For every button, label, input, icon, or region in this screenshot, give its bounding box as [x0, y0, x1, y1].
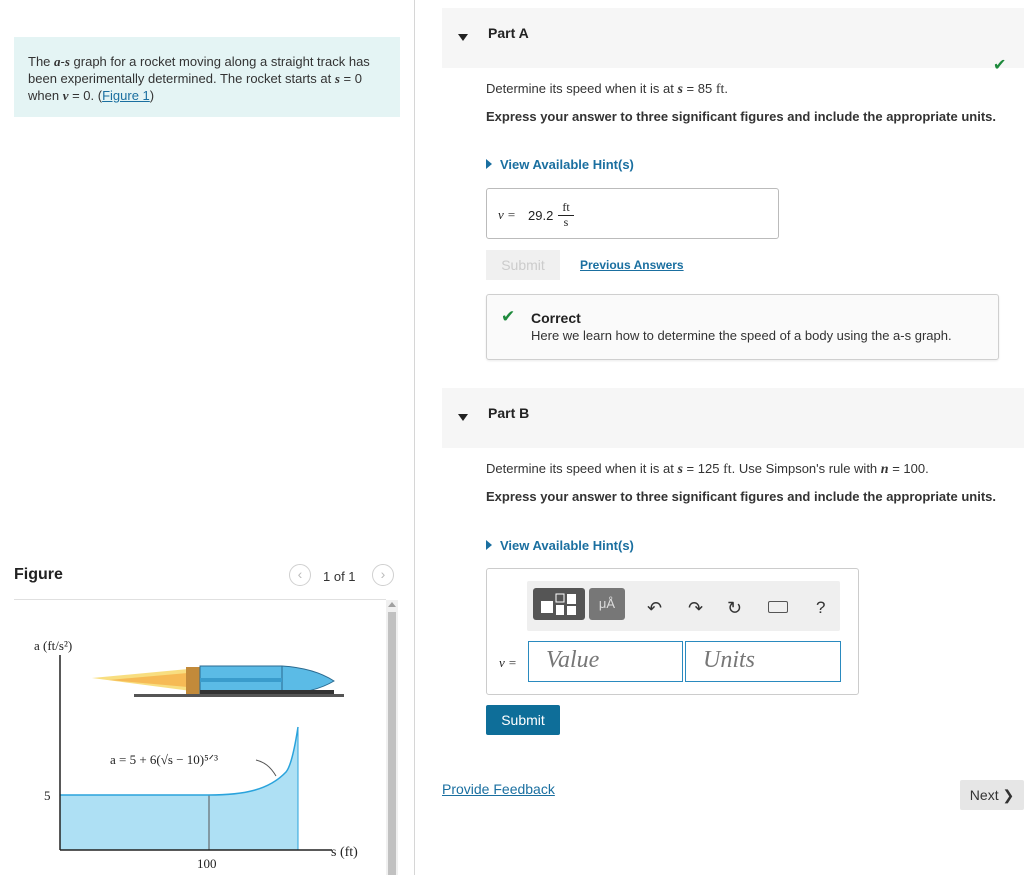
figure-title: Figure	[14, 566, 63, 583]
a-var: a	[54, 54, 61, 69]
math-toolbar	[527, 581, 840, 631]
part-a-header[interactable]	[442, 8, 1024, 68]
problem-text: The	[28, 54, 55, 69]
v-var: v	[62, 88, 69, 103]
answer-unit	[558, 201, 574, 229]
left-panel	[0, 0, 414, 875]
hint-label: View Available Hint(s)	[500, 157, 634, 172]
area-under-curve	[60, 727, 298, 850]
part-b-question	[486, 461, 929, 478]
n-var: n	[880, 462, 889, 477]
figure-graph	[14, 600, 386, 875]
figure-page-indicator: 1 of 1	[323, 569, 356, 584]
value-input[interactable]: Value	[528, 641, 683, 682]
problem-text: = 0. (	[68, 88, 103, 103]
redo-icon[interactable]: ↷	[688, 598, 704, 618]
caret-right-icon	[486, 540, 492, 550]
panel-divider	[414, 0, 415, 875]
answer-label: v =	[498, 207, 516, 222]
figure-header	[14, 564, 400, 586]
provide-feedback-link[interactable]: Provide Feedback	[442, 781, 555, 797]
part-a-submit-button[interactable]: Submit	[486, 250, 560, 280]
part-b-answer-box	[486, 568, 859, 695]
problem-statement	[14, 37, 400, 117]
problem-text: = 0 when	[28, 71, 362, 103]
question-text: .	[724, 81, 729, 96]
rocket-icon	[92, 666, 344, 697]
chevron-left-icon: ‹	[297, 566, 303, 582]
feedback-text: Here we learn how to determine the speed of a body using the a-s graph.	[531, 328, 952, 343]
prev-figure-button[interactable]	[289, 564, 311, 586]
answer-label: v =	[499, 655, 517, 670]
collapse-triangle-icon[interactable]	[458, 414, 468, 421]
y-tick-label: 5	[44, 788, 51, 803]
chevron-right-icon: ›	[380, 566, 386, 582]
undo-icon[interactable]: ↶	[647, 598, 663, 618]
part-a-question	[486, 81, 728, 98]
figure-link[interactable]: Figure 1	[102, 88, 150, 103]
part-b-submit-button[interactable]: Submit	[486, 705, 560, 735]
question-text: Determine its speed when it is at	[486, 461, 678, 476]
part-a-hint-toggle[interactable]	[486, 157, 634, 172]
dash: -	[60, 54, 65, 69]
question-text: = 100.	[888, 461, 929, 476]
scroll-thumb[interactable]	[388, 612, 396, 875]
scroll-up-icon[interactable]	[388, 602, 396, 607]
units-symbol-button[interactable]: μÅ	[589, 588, 625, 620]
part-b-title: Part B	[488, 405, 530, 421]
problem-text: graph for a rocket moving along a straight track has been experimentally determined. The rocket starts at	[28, 54, 370, 86]
previous-answers-link[interactable]: Previous Answers	[580, 258, 684, 272]
part-a-title: Part A	[488, 25, 529, 41]
check-icon: ✔	[501, 307, 516, 326]
curve-equation: a = 5 + 6(√s − 10)⁵ᐟ³	[110, 752, 219, 767]
next-figure-button[interactable]	[372, 564, 394, 586]
feedback-box	[486, 294, 999, 360]
keyboard-icon[interactable]	[768, 601, 788, 613]
question-text: = 85	[682, 81, 716, 96]
part-b-instructions: Express your answer to three significant figures and include the appropriate units.	[486, 489, 996, 504]
y-axis-label: a (ft/s²)	[34, 638, 73, 653]
hint-label: View Available Hint(s)	[500, 538, 634, 553]
question-unit: ft	[723, 462, 732, 477]
x-tick-label: 100	[197, 856, 217, 871]
question-unit: ft	[715, 82, 725, 97]
next-button[interactable]: Next ❯	[960, 780, 1024, 810]
question-text: = 125	[682, 461, 724, 476]
help-button[interactable]: ?	[816, 598, 826, 617]
part-b-header[interactable]	[442, 388, 1024, 448]
part-b-hint-toggle[interactable]	[486, 538, 634, 553]
question-text: . Use Simpson's rule with	[731, 461, 881, 476]
feedback-title: Correct	[531, 310, 581, 326]
unit-denominator: s	[563, 215, 569, 229]
part-a-answer-box	[486, 188, 779, 239]
templates-button[interactable]	[533, 588, 585, 620]
collapse-triangle-icon[interactable]	[458, 34, 468, 41]
unit-numerator: ft	[558, 201, 574, 216]
x-axis-label: s (ft)	[331, 845, 358, 860]
units-input[interactable]: Units	[685, 641, 841, 682]
reset-icon[interactable]: ↻	[727, 598, 743, 618]
problem-text: )	[149, 88, 155, 103]
check-icon: ✔	[993, 57, 1007, 74]
figure-scrollbar[interactable]	[386, 600, 398, 875]
answer-value: 29.2	[528, 208, 554, 223]
s-var: s	[677, 82, 683, 97]
caret-right-icon	[486, 159, 492, 169]
equation-leader	[256, 760, 276, 776]
part-a-instructions: Express your answer to three significant figures and include the appropriate units.	[486, 109, 996, 124]
question-text: Determine its speed when it is at	[486, 81, 678, 96]
templates-icon	[533, 588, 585, 620]
s-var: s	[334, 71, 340, 86]
s-var: s	[677, 462, 683, 477]
s-var: s	[64, 54, 70, 69]
